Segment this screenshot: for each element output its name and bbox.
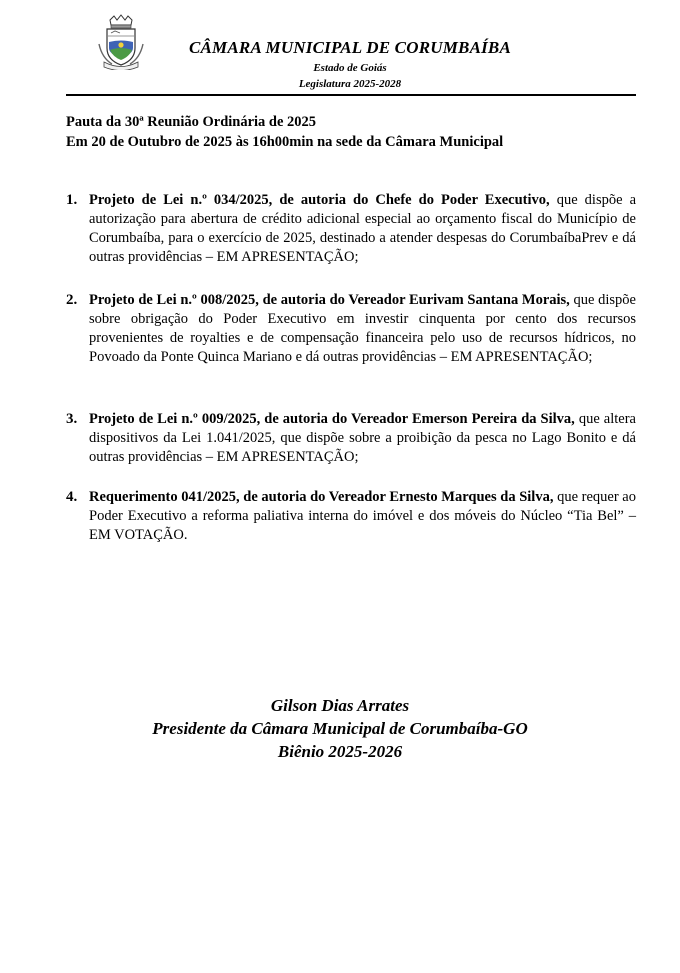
agenda-item-text: que requer ao Poder Executivo a reforma paliativa interna do imóvel e dos móveis do Núcleo “Tia Bel” – EM VOTAÇÃO. xyxy=(89,489,636,543)
header-divider xyxy=(66,94,636,96)
signature-term: Biênio 2025-2026 xyxy=(277,742,403,761)
agenda-item-title: Projeto de Lei n.º 008/2025, de autoria do Vereador Eurivam Santana Morais, xyxy=(89,292,570,308)
agenda-item-text: que dispõe sobre obrigação do Poder Executivo em investir cinquenta por cento dos recursos provenientes de royalties e de compensação financeira pelo uso de recursos hídricos, no Povoado da Ponte Quinca Mariano e dá outras providências – EM APRESENTAÇÃO; xyxy=(89,292,636,365)
agenda-item-body xyxy=(89,410,636,467)
agenda-item-title: Requerimento 041/2025, de autoria do Vereador Ernesto Marques da Silva, xyxy=(89,489,554,505)
signature-role: Presidente da Câmara Municipal de Corumbaíba-GO xyxy=(152,719,528,738)
agenda-item-text: que altera dispositivos da Lei 1.041/2025, que dispõe sobre a proibição da pesca no Lago Bonito e dá outras providências – EM APRESENTAÇÃO; xyxy=(89,411,636,465)
agenda-item xyxy=(66,410,636,467)
header-title: CÂMARA MUNICIPAL DE CORUMBAÍBA xyxy=(188,38,511,57)
agenda-item xyxy=(66,191,636,267)
agenda-item-body xyxy=(89,291,636,367)
header-state: Estado de Goiás xyxy=(313,62,387,74)
agenda-item-body xyxy=(89,191,636,267)
agenda-item-number: 4. xyxy=(66,489,78,505)
signature-name: Gilson Dias Arrates xyxy=(270,696,410,715)
agenda-item-title: Projeto de Lei n.º 034/2025, de autoria do Chefe do Poder Executivo, xyxy=(89,192,550,208)
agenda-item-text: que dispõe a autorização para abertura de crédito adicional especial ao orçamento fiscal do Município de Corumbaíba, para o exercício de 2025, destinado a atender despesas do CorumbaíbaPrev e dá outras providências – EM APRESENTAÇÃO; xyxy=(89,192,636,265)
agenda-item-body xyxy=(89,488,636,545)
agenda-item-title: Projeto de Lei n.º 009/2025, de autoria do Vereador Emerson Pereira da Silva, xyxy=(89,411,575,427)
header-legislature: Legislatura 2025-2028 xyxy=(298,78,402,90)
agenda-item-number: 1. xyxy=(66,192,78,208)
agenda-title: Pauta da 30ª Reunião Ordinária de 2025 xyxy=(66,114,317,130)
agenda-heading xyxy=(66,112,503,152)
agenda-item-number: 3. xyxy=(66,411,78,427)
municipal-crest-icon xyxy=(98,14,144,70)
agenda-item xyxy=(66,488,636,545)
agenda-item xyxy=(66,291,636,367)
agenda-date-line: Em 20 de Outubro de 2025 às 16h00min na sede da Câmara Municipal xyxy=(66,134,504,150)
agenda-item-number: 2. xyxy=(66,292,78,308)
